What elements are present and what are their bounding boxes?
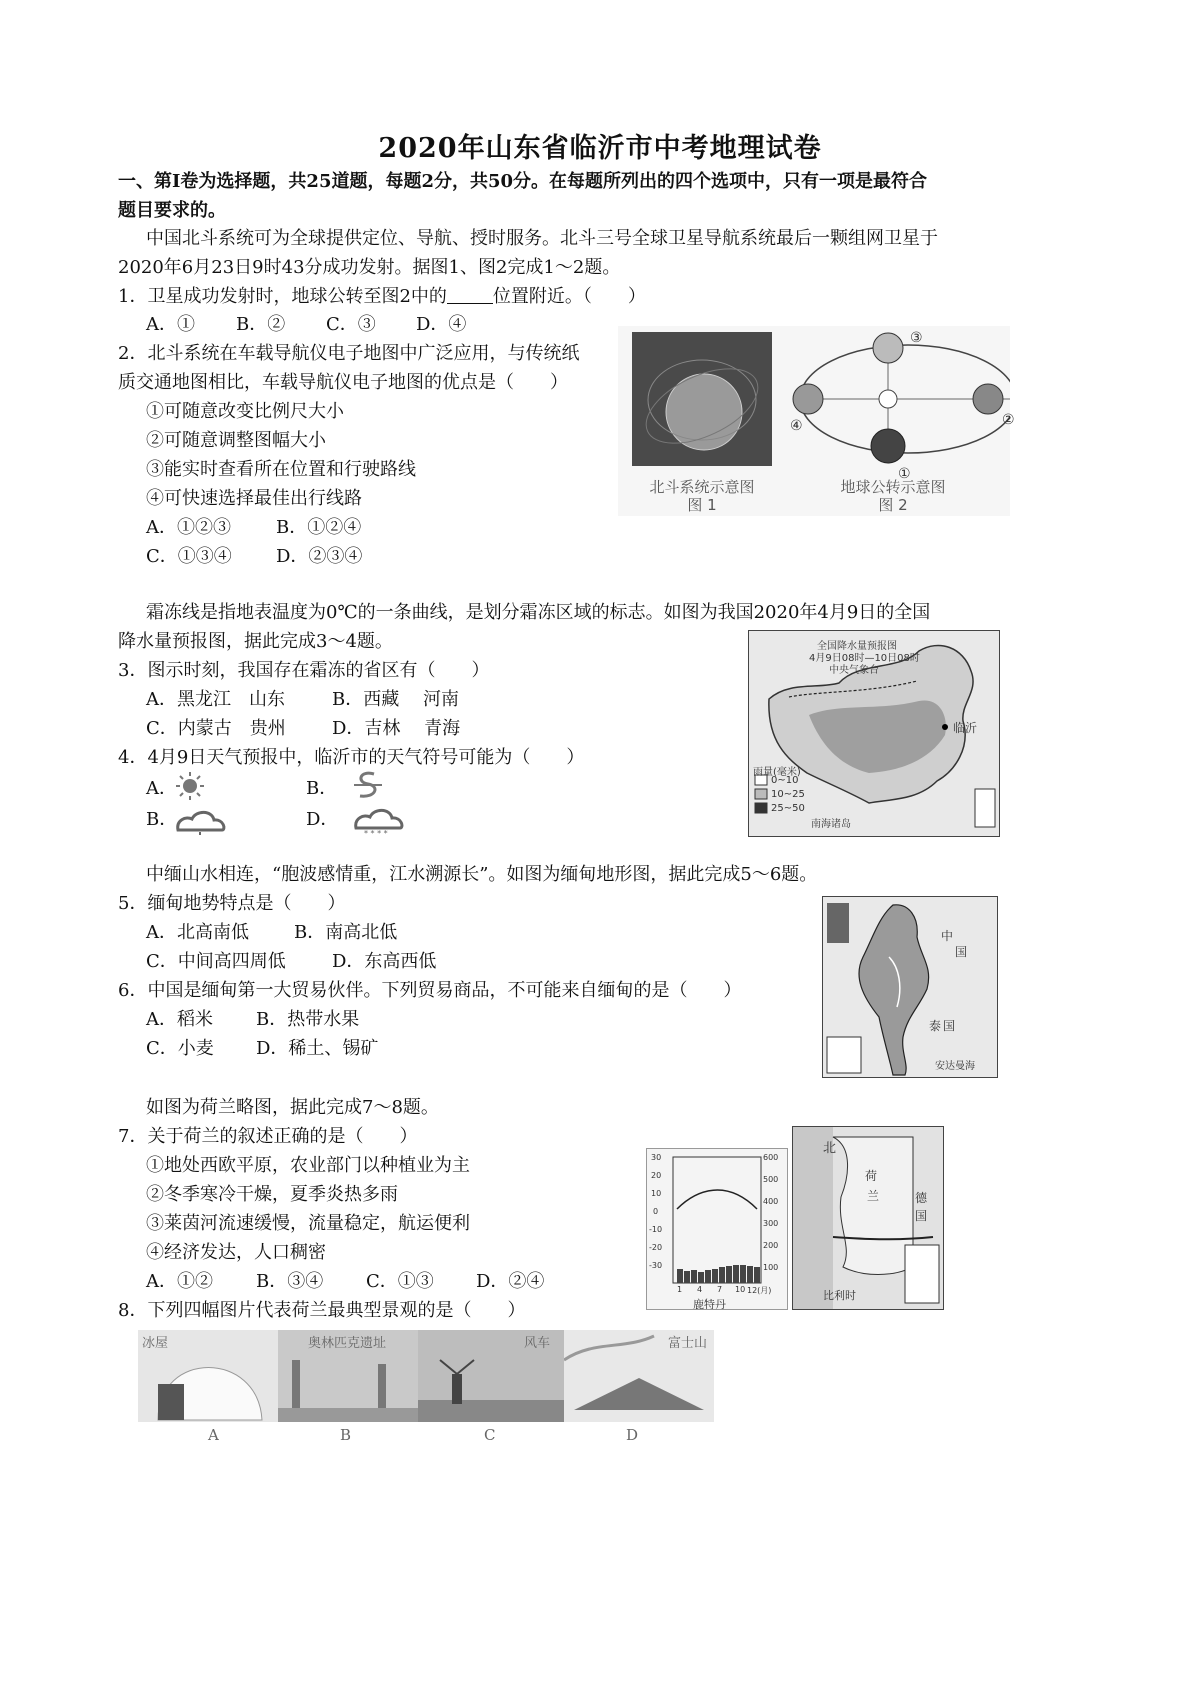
q2-item-3: ③能实时查看所在位置和行驶路线	[146, 459, 416, 480]
y-right-600: 600	[763, 1153, 779, 1162]
fig1-caption: 北斗系统示意图	[649, 478, 755, 496]
south-sea-inset	[975, 789, 995, 827]
figure-1-2-panel	[618, 326, 1015, 516]
intro3-line1: 中缅山水相连，“胞波感情重，江水溯源长”。如图为缅甸地形图，据此完成5～6题。	[146, 864, 818, 885]
q2-option-c: C．①③④	[146, 546, 232, 567]
netherlands-legend	[905, 1245, 939, 1303]
q2-line2: 质交通地图相比，车载导航仪电子地图的优点是（ ）	[118, 372, 568, 393]
legend-swatch-3	[755, 803, 767, 813]
q7-option-c: C．①③	[366, 1271, 434, 1292]
q2-options-row2	[146, 545, 362, 569]
q4-stem: 4．4月9日天气预报中，临沂市的天气符号可能为（ ）	[118, 747, 585, 768]
temperature-curve	[677, 1190, 757, 1209]
q6-options-row1	[146, 1008, 359, 1032]
precipitation-bars	[677, 1265, 760, 1283]
map1-source: 中央气象台	[829, 665, 879, 676]
q1-option-d: D．④	[416, 314, 467, 335]
sea-label: 北	[823, 1141, 837, 1156]
q7-option-a: A．①②	[146, 1271, 213, 1292]
sunny-weather-icon	[172, 770, 208, 802]
netherlands-figure	[646, 1126, 942, 1308]
q6-option-d: D．稀土、锡矿	[256, 1038, 379, 1059]
y-left-0: 0	[653, 1207, 659, 1216]
q2-line1: 2．北斗系统在车载导航仪电子地图中广泛应用，与传统纸	[118, 343, 580, 364]
q6-option-c: C．小麦	[146, 1038, 214, 1059]
netherlands-land	[833, 1137, 913, 1275]
intro4-line1: 如图为荷兰略图，据此完成7～8题。	[146, 1097, 439, 1118]
x-tick-7: 7	[717, 1285, 723, 1294]
q5-option-c: C．中间高四周低	[146, 951, 286, 972]
map2-label-sea: 安达曼海	[935, 1061, 975, 1072]
svg-text:* * * *: * * * *	[364, 829, 388, 838]
belgium-label: 比利时	[823, 1289, 856, 1302]
photo-c-caption: 风车	[524, 1336, 551, 1351]
q2-item-2: ②可随意调整图幅大小	[146, 430, 326, 451]
q7-item-3: ③莱茵河流速缓慢，流量稳定，航运便利	[146, 1213, 470, 1234]
q5-option-a: A．北高南低	[146, 922, 249, 943]
q3-options-row1	[146, 688, 459, 712]
q1-blank	[447, 285, 493, 304]
map2-label-china-2: 国	[955, 945, 968, 959]
myanmar-map	[822, 896, 998, 1078]
q6-stem: 6．中国是缅甸第一大贸易伙伴。下列贸易商品，不可能来自缅甸的是（ ）	[118, 980, 742, 1001]
myanmar-map-illustration	[823, 897, 997, 1077]
q7-option-b: B．③④	[256, 1271, 324, 1292]
q7-item-4: ④经济发达，人口稠密	[146, 1242, 326, 1263]
intro1-line2: 2020年6月23日9时43分成功发射。据图1、图2完成1～2题。	[118, 257, 621, 278]
q3-option-b: B．西藏 河南	[332, 689, 459, 710]
myanmar-legend	[827, 1037, 861, 1073]
myanmar-outline	[859, 905, 929, 1075]
country-label-1: 荷	[865, 1169, 878, 1183]
fig2-mark-2: ②	[1002, 412, 1015, 428]
earth-position-top	[873, 333, 903, 363]
photo-a-caption: 冰屋	[142, 1336, 169, 1351]
climate-city-label: 鹿特丹	[693, 1298, 726, 1310]
q1-option-c: C．③	[326, 314, 376, 335]
q5-stem: 5．缅甸地势特点是（ ）	[118, 893, 346, 914]
map1-title: 全国降水量预报图	[817, 641, 897, 652]
fig1-label: 图 1	[687, 496, 717, 514]
q6-option-b: B．热带水果	[256, 1009, 360, 1030]
q1-option-b: B．②	[236, 314, 286, 335]
fig2-mark-3: ③	[910, 330, 923, 346]
snow-weather-icon	[350, 806, 406, 838]
germany-label-2: 国	[915, 1209, 928, 1223]
q4-label-c: B．	[146, 809, 178, 830]
cloudy-weather-icon	[172, 806, 228, 836]
y-left-20: 20	[651, 1171, 662, 1180]
q8-stem: 8．下列四幅图片代表荷兰最典型景观的是（ ）	[118, 1300, 526, 1321]
y-right-400: 400	[763, 1197, 779, 1206]
map1-legend-2: 10~25	[771, 789, 805, 800]
section-heading-line1: 一、第Ⅰ卷为选择题，共25道题，每题2分，共50分。在每题所列出的四个选项中，只有一项是最符合	[118, 171, 928, 192]
q3-option-a: A．黑龙江 山东	[146, 689, 285, 710]
x-tick-10: 10	[735, 1285, 746, 1294]
q5-options-row2	[146, 950, 436, 974]
igloo-person	[158, 1384, 184, 1420]
photo-b-caption: 奥林匹克遗址	[308, 1336, 387, 1351]
q5-option-d: D．东高西低	[332, 951, 437, 972]
photo-d-caption: 富士山	[668, 1336, 708, 1351]
photo-a-letter: A	[208, 1426, 219, 1444]
intro1-line1: 中国北斗系统可为全球提供定位、导航、授时服务。北斗三号全球卫星导航系统最后一颗组网卫星于	[146, 228, 938, 249]
fig2-mark-1: ①	[898, 466, 911, 482]
intro2-line2: 降水量预报图，据此完成3～4题。	[118, 631, 393, 652]
y-left-10: 10	[651, 1189, 662, 1198]
q4-label-a: A．	[146, 778, 177, 799]
climate-chart-box	[646, 1148, 788, 1310]
netherlands-map	[792, 1126, 944, 1310]
earth-position-right	[973, 384, 1003, 414]
map1-legend-3: 25~50	[771, 803, 805, 814]
fig2-mark-4: ④	[790, 418, 803, 434]
q3-option-d: D．吉林 青海	[332, 718, 461, 739]
q3-option-c: C．内蒙古 贵州	[146, 718, 286, 739]
y-right-300: 300	[763, 1219, 779, 1228]
q6-options-row2	[146, 1037, 378, 1061]
map1-legend-1: 0~10	[771, 775, 799, 786]
q7-item-2: ②冬季寒冷干燥，夏季炎热多雨	[146, 1184, 398, 1205]
q2-item-1: ①可随意改变比例尺大小	[146, 401, 344, 422]
sandstorm-weather-icon	[350, 768, 386, 802]
linyi-marker	[942, 724, 948, 730]
map1-subtitle: 4月9日08时—10日08时	[809, 653, 920, 664]
fig2-caption: 地球公转示意图	[840, 478, 946, 496]
precipitation-map	[748, 630, 1000, 837]
q7-options	[146, 1270, 544, 1294]
earth-position-left	[793, 384, 823, 414]
photo-d	[564, 1330, 714, 1422]
photo-b	[278, 1330, 418, 1422]
q7-item-1: ①地处西欧平原，农业部门以种植业为主	[146, 1155, 470, 1176]
photo-c	[418, 1330, 564, 1422]
q1-stem-end: 位置附近。（ ）	[492, 286, 646, 307]
sun-icon	[879, 390, 897, 408]
map2-label-china-1: 中	[941, 929, 954, 943]
page-title: 2020年山东省临沂市中考地理试卷	[378, 133, 822, 164]
x-tick-12: 12(月)	[747, 1286, 772, 1295]
y-left-m30: -30	[649, 1261, 663, 1270]
map2-label-thailand-1: 泰	[929, 1019, 942, 1033]
q2-option-d: D．②③④	[276, 546, 363, 567]
q2-option-a: A．①②③	[146, 517, 231, 538]
photo-a	[138, 1330, 278, 1422]
q6-option-a: A．稻米	[146, 1009, 213, 1030]
map2-label-thailand-2: 国	[943, 1019, 956, 1033]
section-heading-line2: 题目要求的。	[118, 200, 226, 221]
q5-options-row1	[146, 921, 397, 945]
y-left-m20: -20	[649, 1243, 663, 1252]
question-1	[118, 285, 646, 309]
photo-b-letter: B	[340, 1426, 352, 1444]
elevation-bar	[827, 903, 849, 943]
map1-islands-label: 南海诸岛	[811, 819, 851, 830]
q1-stem: 1．卫星成功发射时，地球公转至图2中的	[118, 286, 447, 307]
y-left-m10: -10	[649, 1225, 663, 1234]
map1-legend-title: 雨量(毫米)	[753, 767, 801, 778]
germany-label-1: 德	[915, 1191, 928, 1205]
fig2-label: 图 2	[878, 496, 908, 514]
q7-option-d: D．②④	[476, 1271, 545, 1292]
q2-item-4: ④可快速选择最佳出行线路	[146, 488, 362, 509]
y-left-30: 30	[651, 1153, 662, 1162]
q4-label-d: D．	[306, 809, 339, 830]
q2-options-row1	[146, 516, 361, 540]
q5-option-b: B．南高北低	[294, 922, 398, 943]
climate-plot-frame	[673, 1157, 761, 1283]
q3-stem: 3．图示时刻，我国存在霜冻的省区有（ ）	[118, 660, 490, 681]
q1-option-a: A．①	[146, 314, 195, 335]
x-tick-1: 1	[677, 1285, 683, 1294]
country-label-2: 兰	[867, 1189, 880, 1203]
y-right-200: 200	[763, 1241, 779, 1250]
earth-position-bottom	[871, 429, 905, 463]
map1-city-label: 临沂	[953, 721, 978, 735]
x-tick-4: 4	[697, 1285, 703, 1294]
q3-options-row2	[146, 717, 460, 741]
photo-d-letter: D	[626, 1426, 639, 1444]
intro2-line1: 霜冻线是指地表温度为0℃的一条曲线，是划分霜冻区域的标志。如图为我国2020年4月9日的全国	[146, 602, 931, 623]
y-right-500: 500	[763, 1175, 779, 1184]
y-right-100: 100	[763, 1263, 779, 1272]
q7-stem: 7．关于荷兰的叙述正确的是（ ）	[118, 1126, 418, 1147]
q4-label-b: B．	[306, 778, 338, 799]
legend-swatch-2	[755, 789, 767, 799]
q2-option-b: B．①②④	[276, 517, 362, 538]
photo-c-letter: C	[484, 1426, 496, 1444]
q1-options	[146, 313, 466, 337]
